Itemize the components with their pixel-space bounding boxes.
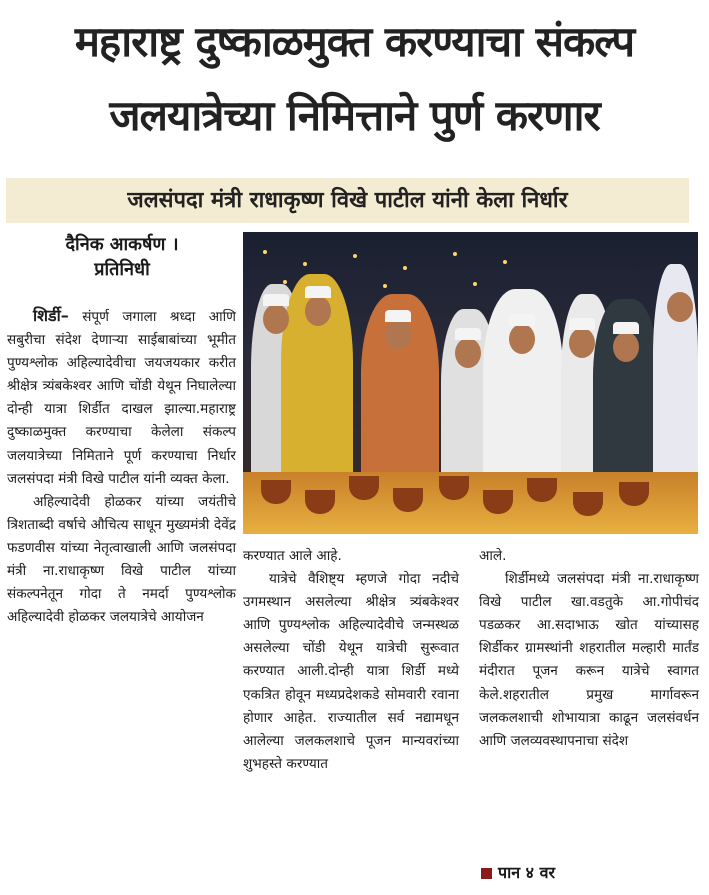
byline (8, 232, 236, 282)
headline-line-1: महाराष्ट्र दुष्काळमुक्त करण्याचा संकल्प (74, 17, 635, 66)
byline-paper: दैनिक आकर्षण । (65, 234, 179, 255)
article-paragraph: शिर्डीमध्ये जलसंपदा मंत्री ना.राधाकृष्ण विखे पाटील खा.वडतुके आ.गोपीचंद पडळकर आ.सदाभाऊ खोत यांच्यासह शिर्डीकर ग्रामस्थांनी शहरातील मल्हारी मार्तंड मंदीरात पूजन करून यात्रेचे स्वागत केले.शहरातील प्रमुख मार्गावरून जलकलशाची शोभायात्रा काढून जलसंवर्धन आणि जलव्यवस्थापनाचा संदेश (479, 571, 699, 749)
article-column-2 (243, 545, 459, 776)
article-paragraph: करण्यात आले आहे. (243, 548, 342, 564)
article-column-1 (7, 304, 236, 629)
article-paragraph: आले. (479, 548, 507, 564)
article-paragraph: संपूर्ण जगाला श्रध्दा आणि सबुरीचा संदेश देणाऱ्या साईबाबांच्या भूमीत पुण्यश्लोक अहिल्यादेवीचा जयजयकार करीत श्रीक्षेत्र त्र्यंबकेश्वर आणि चोंडी येथून निघालेल्या दोन्ही यात्रा शिर्डीत दाखल झाल्या.महाराष्ट्र दुष्काळमुक्त करण्याचा केलेला संकल्प जलयात्रेच्या निमिताने पूर्ण करण्याचा निर्धार जलसंपदा मंत्री विखे पाटील यांनी व्यक्त केला. (7, 309, 236, 487)
dateline: शिर्डी– (33, 306, 69, 325)
byline-reporter: प्रतिनिधी (94, 259, 150, 280)
subheadline: जलसंपदा मंत्री राधाकृष्ण विखे पाटील यांनी केला निर्धार (6, 178, 689, 223)
headline-line-2: जलयात्रेच्या निमित्ताने पुर्ण करणार (109, 91, 600, 140)
square-bullet-icon (481, 868, 492, 879)
article-column-3 (479, 545, 699, 753)
article-paragraph: अहिल्यादेवी होळकर यांच्या जयंतीचे त्रिशताब्दी वर्षाचे औचित्य साधून मुख्यमंत्री देवेंद्र फडणवीस यांच्या नेतृत्वाखाली आणि जलसंपदा मंत्री ना.राधाकृष्ण विखे पाटील यांच्या संकल्पनेतून गोदा ते नमर्दा पुण्यश्लोक अहिल्यादेवी होळकर जलयात्रेचे आयोजन (7, 493, 236, 626)
continuation-label: पान ४ वर (498, 863, 556, 882)
continuation-note (481, 862, 555, 884)
article-paragraph: यात्रेचे वैशिष्ट्य म्हणजे गोदा नदीचे उगमस्थान असलेल्या श्रीक्षेत्र त्र्यंबकेश्वर आणि पुण्यश्लोक अहिल्यादेवीचे जन्मस्थळ असलेल्या चोंडी येथून यात्रेची सुरूवात करण्यात आली.दोन्ही यात्रा शिर्डी मध्ये एकत्रित होवून मध्यप्रदेशकडे सोमवारी रवाना होणार आहेत. राज्यातील सर्व नद्यामधून आलेल्या जलकलशाचे पूजन मान्यवरांच्या शुभहस्ते करण्यात (243, 571, 459, 772)
news-photo (243, 232, 698, 534)
